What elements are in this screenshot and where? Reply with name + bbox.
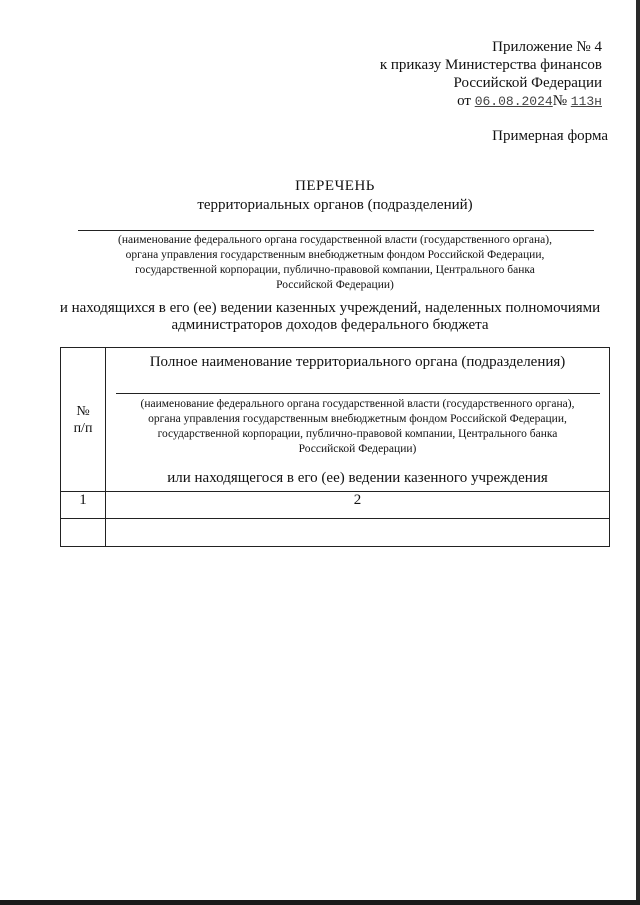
paragraph-line: и находящихся в его (ее) ведении казенных учреждений, наделенных полномочиями — [59, 300, 601, 316]
empty-number-cell[interactable] — [61, 519, 106, 547]
form-type-label: Примерная форма — [492, 128, 608, 144]
fill-in-caption — [70, 233, 600, 293]
order-number: 113н — [570, 94, 602, 109]
inner-caption — [106, 397, 609, 457]
document-title: ПЕРЕЧЕНЬ — [295, 178, 375, 194]
inner-caption-line: (наименование федерального органа государственной власти (государственного органа), — [140, 398, 575, 410]
inner-caption-line: государственной корпорации, публично-правовой компании, Центрального банка — [157, 428, 558, 440]
inner-caption-line: органа управления государственным внебюджетным фондом Российской Федерации, — [148, 413, 567, 425]
caption-line: (наименование федерального органа государственной власти (государственного органа), — [117, 234, 552, 246]
table-index-row — [61, 492, 610, 519]
number-abbrev: п/п — [73, 420, 93, 436]
inner-caption-line: Российской Федерации) — [298, 443, 417, 455]
scan-edge-right — [636, 0, 640, 905]
document-subtitle: территориальных органов (подразделений) — [197, 197, 473, 213]
fill-in-line — [78, 230, 594, 231]
appendix-order-line: к приказу Министерства финансов — [379, 57, 602, 73]
paragraph-line: администраторов доходов федерального бюджета — [171, 317, 489, 333]
table-row — [61, 519, 610, 547]
appendix-ministry-line: Российской Федерации — [453, 75, 602, 91]
date-prefix: от — [457, 93, 471, 109]
header-name-cell — [106, 348, 610, 492]
caption-line: органа управления государственным внебюджетным фондом Российской Федерации, — [125, 249, 545, 261]
order-date: 06.08.2024 — [474, 94, 553, 109]
name-column-subtitle: или находящегося в его (ее) ведении казенного учреждения — [167, 470, 548, 486]
appendix-title: Приложение № 4 — [492, 39, 602, 55]
name-column-title: Полное наименование территориального органа (подразделения) — [149, 354, 566, 370]
index-cell-2: 2 — [106, 492, 610, 519]
scan-edge-bottom — [0, 900, 640, 905]
index-cell-1: 1 — [61, 492, 106, 519]
inner-fill-line — [116, 393, 600, 394]
table-header-row — [61, 348, 610, 492]
caption-line: государственной корпорации, публично-правовой компании, Центрального банка — [135, 264, 535, 276]
number-sign: № — [76, 403, 90, 419]
empty-name-cell[interactable] — [106, 519, 610, 547]
appendix-date-line — [372, 92, 602, 111]
list-table — [60, 347, 610, 547]
number-prefix: № — [552, 93, 568, 109]
header-number-cell — [61, 348, 106, 492]
title-continuation — [40, 300, 620, 334]
appendix-header — [372, 38, 602, 111]
caption-line: Российской Федерации) — [276, 279, 394, 291]
